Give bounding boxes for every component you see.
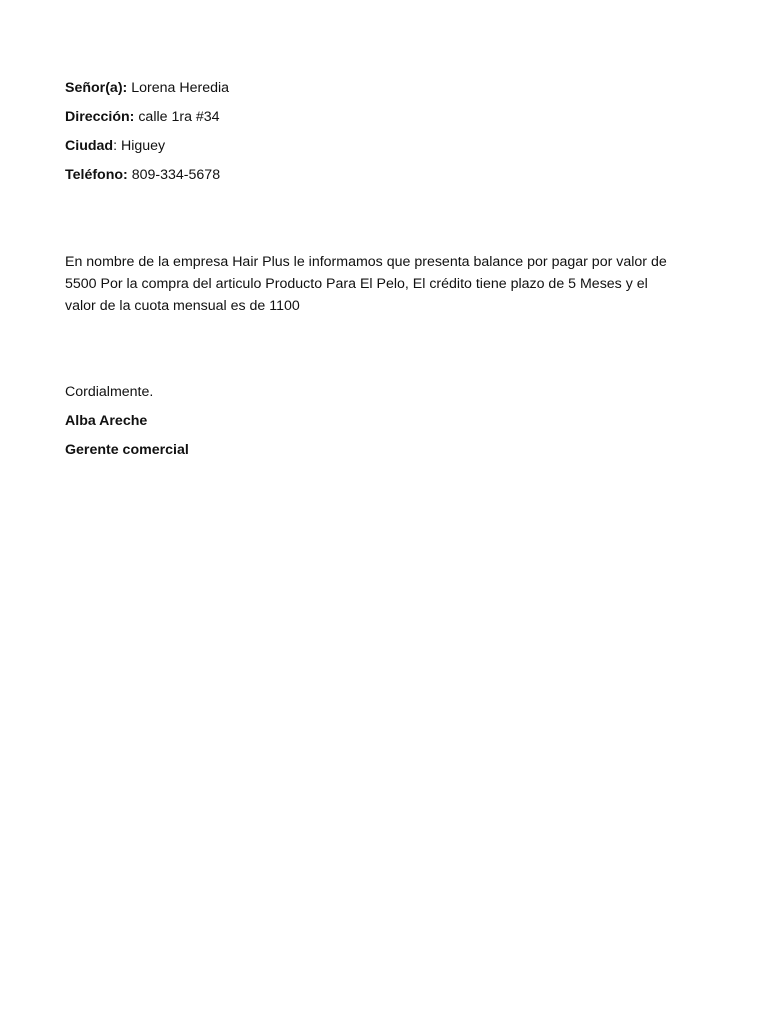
recipient-city-label: Ciudad xyxy=(65,138,114,154)
signer-name: Alba Areche xyxy=(65,413,148,429)
recipient-address-line xyxy=(65,108,220,126)
recipient-city-value: : Higuey xyxy=(113,138,166,154)
recipient-name-value: Lorena Heredia xyxy=(127,80,230,96)
body-paragraph xyxy=(65,251,720,317)
body-line: 5500 Por la compra del articulo Producto Para El Pelo, El crédito tiene plazo de 5 Meses y el xyxy=(65,276,648,292)
closing-salutation: Cordialmente. xyxy=(65,384,154,400)
recipient-city-line xyxy=(65,137,165,155)
body-line: valor de la cuota mensual es de 1100 xyxy=(65,298,300,314)
signer-title: Gerente comercial xyxy=(65,442,189,458)
recipient-address-value: calle 1ra #34 xyxy=(134,109,220,125)
body-line: En nombre de la empresa Hair Plus le informamos que presenta balance por pagar por valor de xyxy=(65,254,667,270)
recipient-phone-label: Teléfono: xyxy=(65,167,128,183)
recipient-name-label: Señor(a): xyxy=(65,80,128,96)
recipient-name-line xyxy=(65,79,229,97)
recipient-phone-line xyxy=(65,166,220,184)
recipient-phone-value: 809-334-5678 xyxy=(127,167,221,183)
recipient-address-label: Dirección: xyxy=(65,109,135,125)
